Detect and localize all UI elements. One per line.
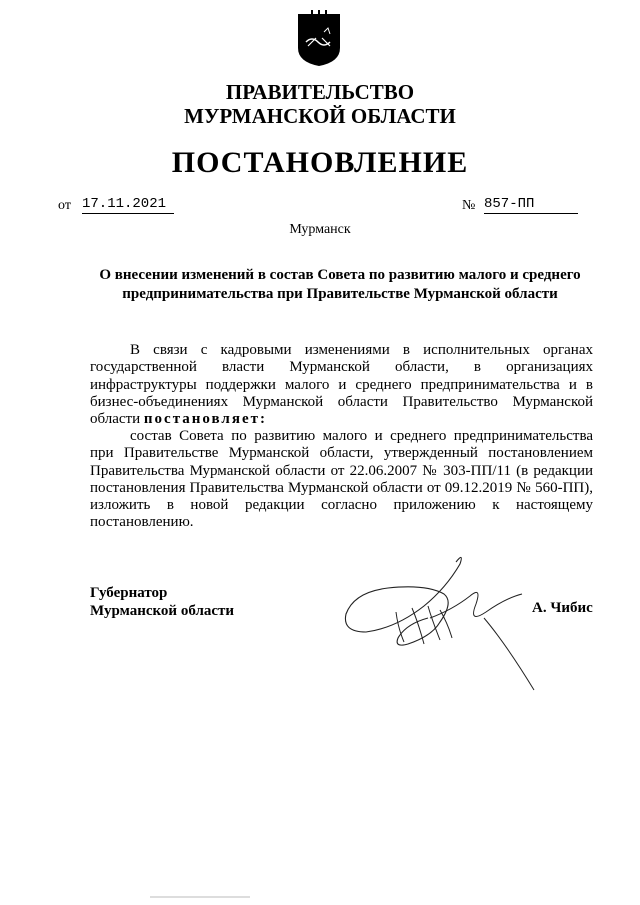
date-prefix: от	[58, 198, 71, 213]
number-prefix: №	[462, 198, 476, 213]
signer-title	[90, 584, 234, 620]
document-subject: О внесении изменений в состав Совета по развитию малого и среднего предпринимательства при Правительстве Мурманской области	[99, 267, 581, 302]
preamble-text: В связи с кадровыми изменениями в исполнительных органах государственной власти Мурманской области, в организациях инфраструктуры поддержки малого и среднего предпринимательства и в бизнес-объединениях Мурманской области Правительство Мурманской области	[90, 342, 593, 428]
document-type: ПОСТАНОВЛЕНИЕ	[171, 146, 469, 179]
signer-name: А. Чибис	[532, 600, 593, 616]
handwritten-signature	[336, 548, 536, 698]
organization-name-line1: ПРАВИТЕЛЬСТВО	[225, 80, 415, 104]
organization-name-line2: МУРМАНСКОЙ ОБЛАСТИ	[184, 104, 456, 128]
document-number: 857-ПП	[484, 196, 578, 214]
coat-of-arms-icon	[296, 10, 342, 68]
signer-title-line1: Губернатор	[90, 585, 168, 601]
city-name: Мурманск	[289, 222, 351, 237]
preamble-paragraph	[90, 342, 593, 428]
operative-paragraph: состав Совета по развитию малого и среднего предпринимательства при Правительстве Мурманской области, утвержденный постановлением Правительства Мурманской области от 22.06.2007 № 303-ПП/11 (в редакции постановления Правительства Мурманской области от 09.12.2019 № 560-ПП), изложить в новой редакции согласно приложению к настоящему постановлению.	[90, 428, 593, 531]
signer-title-line2: Мурманской области	[90, 603, 235, 619]
decree-word: постановляет:	[143, 411, 267, 428]
scan-artifact	[150, 896, 250, 898]
document-date: 17.11.2021	[82, 196, 174, 214]
